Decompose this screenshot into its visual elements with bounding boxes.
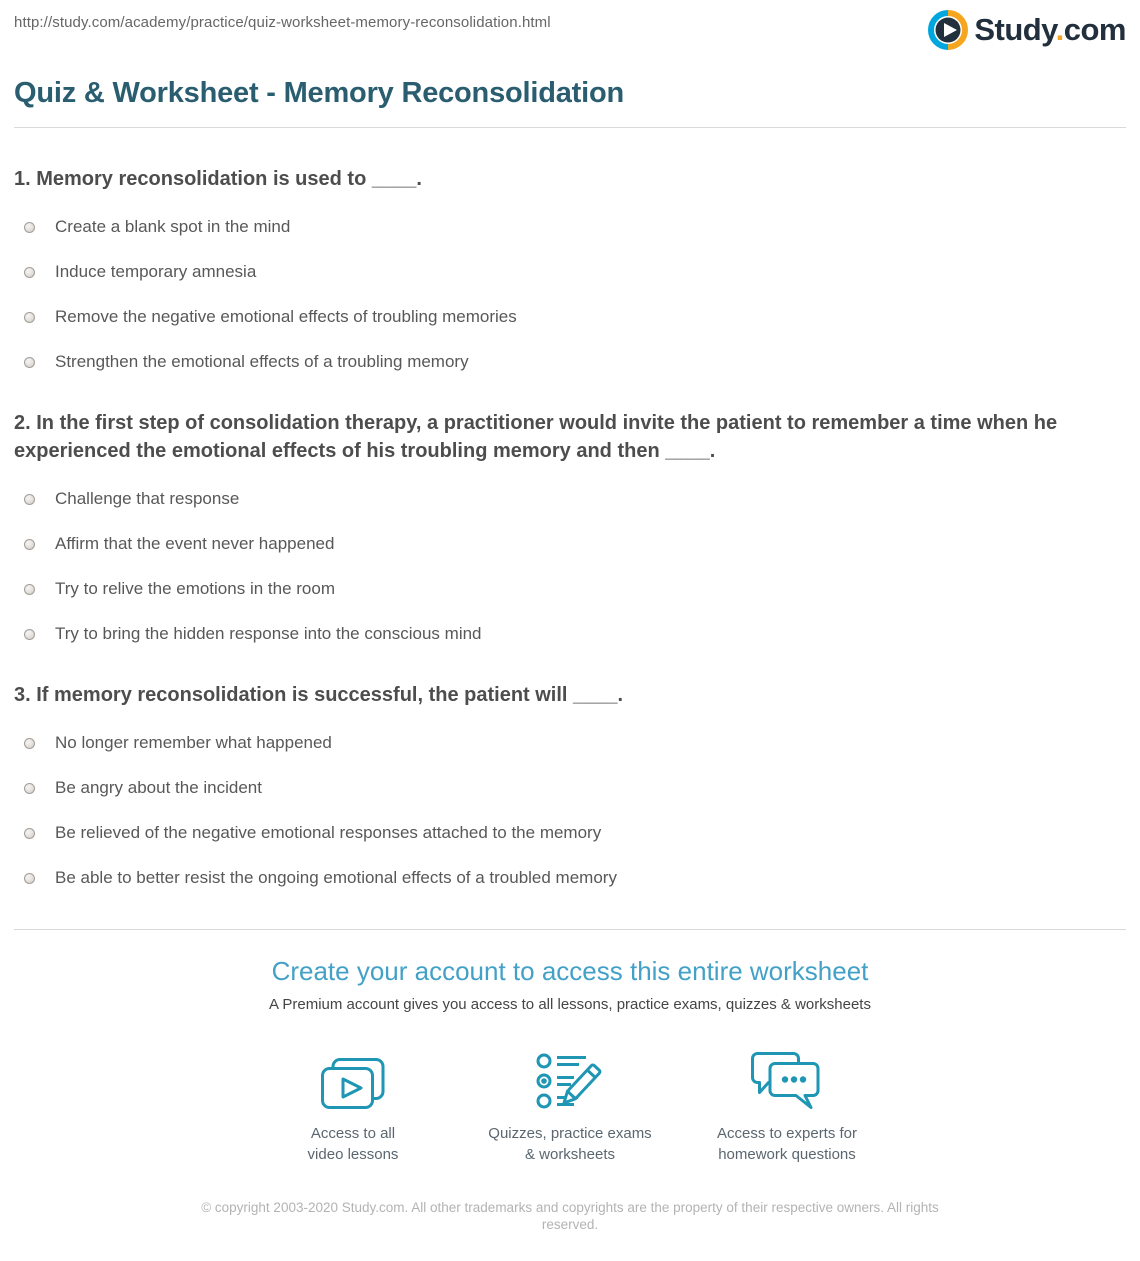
create-account-heading: Create your account to access this entire worksheet xyxy=(271,956,869,986)
radio-button[interactable] xyxy=(24,629,35,640)
studycom-logo[interactable] xyxy=(928,10,1126,50)
question-3-option-1[interactable] xyxy=(14,733,1126,753)
title-divider xyxy=(14,127,1126,128)
radio-button[interactable] xyxy=(24,873,35,884)
chat-experts-icon xyxy=(750,1053,824,1111)
radio-button[interactable] xyxy=(24,222,35,233)
question-1-option-1[interactable] xyxy=(14,217,1126,237)
feature-list xyxy=(0,1053,1140,1165)
option-label: Be angry about the incident xyxy=(55,778,262,797)
radio-button[interactable] xyxy=(24,738,35,749)
option-label: No longer remember what happened xyxy=(55,733,332,752)
radio-button[interactable] xyxy=(24,357,35,368)
studycom-play-icon xyxy=(928,10,968,50)
option-label: Induce temporary amnesia xyxy=(55,262,257,281)
feature-label: Access to experts for homework questions xyxy=(716,1125,858,1163)
premium-subheading: A Premium account gives you access to all lessons, practice exams, quizzes & worksheets xyxy=(269,996,871,1013)
option-label: Create a blank spot in the mind xyxy=(55,217,291,236)
question-2-option-1[interactable] xyxy=(14,489,1126,509)
radio-button[interactable] xyxy=(24,539,35,550)
feature-label: Quizzes, practice exams & worksheets xyxy=(488,1125,652,1163)
option-label: Affirm that the event never happened xyxy=(55,534,335,553)
question-1-option-3[interactable] xyxy=(14,307,1126,327)
question-2-option-3[interactable] xyxy=(14,579,1126,599)
quiz-questions xyxy=(14,165,1126,888)
question-2-text: 2. In the first step of consolidation therapy, a practitioner would invite the patient to remember a time when he experienced the emotional effects of his troubling memory and then ____. xyxy=(14,412,1058,462)
page-header xyxy=(0,0,1140,50)
question-3 xyxy=(14,681,1126,888)
copyright-notice: © copyright 2003-2020 Study.com. All other trademarks and copyrights are the property of their respective owners. All rights reserved. xyxy=(201,1200,939,1232)
option-label: Challenge that response xyxy=(55,489,240,508)
question-3-option-4[interactable] xyxy=(14,868,1126,888)
option-label: Try to relive the emotions in the room xyxy=(55,579,335,598)
question-2-option-2[interactable] xyxy=(14,534,1126,554)
question-3-text: 3. If memory reconsolidation is successful, the patient will ____. xyxy=(14,684,624,706)
signup-footer xyxy=(0,956,1140,1261)
radio-button[interactable] xyxy=(24,494,35,505)
studycom-logo-text: Study.com xyxy=(974,12,1126,47)
question-3-option-2[interactable] xyxy=(14,778,1126,798)
option-label: Remove the negative emotional effects of troubling memories xyxy=(55,307,517,326)
radio-button[interactable] xyxy=(24,312,35,323)
footer-divider xyxy=(14,929,1126,930)
page-title: Quiz & Worksheet - Memory Reconsolidation xyxy=(14,77,625,109)
feature-homework-experts xyxy=(679,1053,896,1165)
page-url: http://study.com/academy/practice/quiz-worksheet-memory-reconsolidation.html xyxy=(14,14,551,31)
radio-button[interactable] xyxy=(24,267,35,278)
question-3-option-3[interactable] xyxy=(14,823,1126,843)
radio-button[interactable] xyxy=(24,584,35,595)
feature-quizzes-worksheets xyxy=(462,1053,679,1165)
question-1-option-4[interactable] xyxy=(14,352,1126,372)
video-lessons-icon xyxy=(320,1053,386,1111)
option-label: Be able to better resist the ongoing emotional effects of a troubled memory xyxy=(55,868,617,887)
quizzes-worksheets-icon xyxy=(534,1053,606,1111)
option-label: Strengthen the emotional effects of a troubling memory xyxy=(55,352,469,371)
feature-video-lessons xyxy=(245,1053,462,1165)
question-2 xyxy=(14,409,1126,644)
question-1-option-2[interactable] xyxy=(14,262,1126,282)
radio-button[interactable] xyxy=(24,828,35,839)
question-1-text: 1. Memory reconsolidation is used to ____. xyxy=(14,168,422,190)
option-label: Try to bring the hidden response into the conscious mind xyxy=(55,624,482,643)
option-label: Be relieved of the negative emotional responses attached to the memory xyxy=(55,823,602,842)
radio-button[interactable] xyxy=(24,783,35,794)
question-2-option-4[interactable] xyxy=(14,624,1126,644)
question-1 xyxy=(14,165,1126,372)
feature-label: Access to all video lessons xyxy=(307,1125,399,1163)
